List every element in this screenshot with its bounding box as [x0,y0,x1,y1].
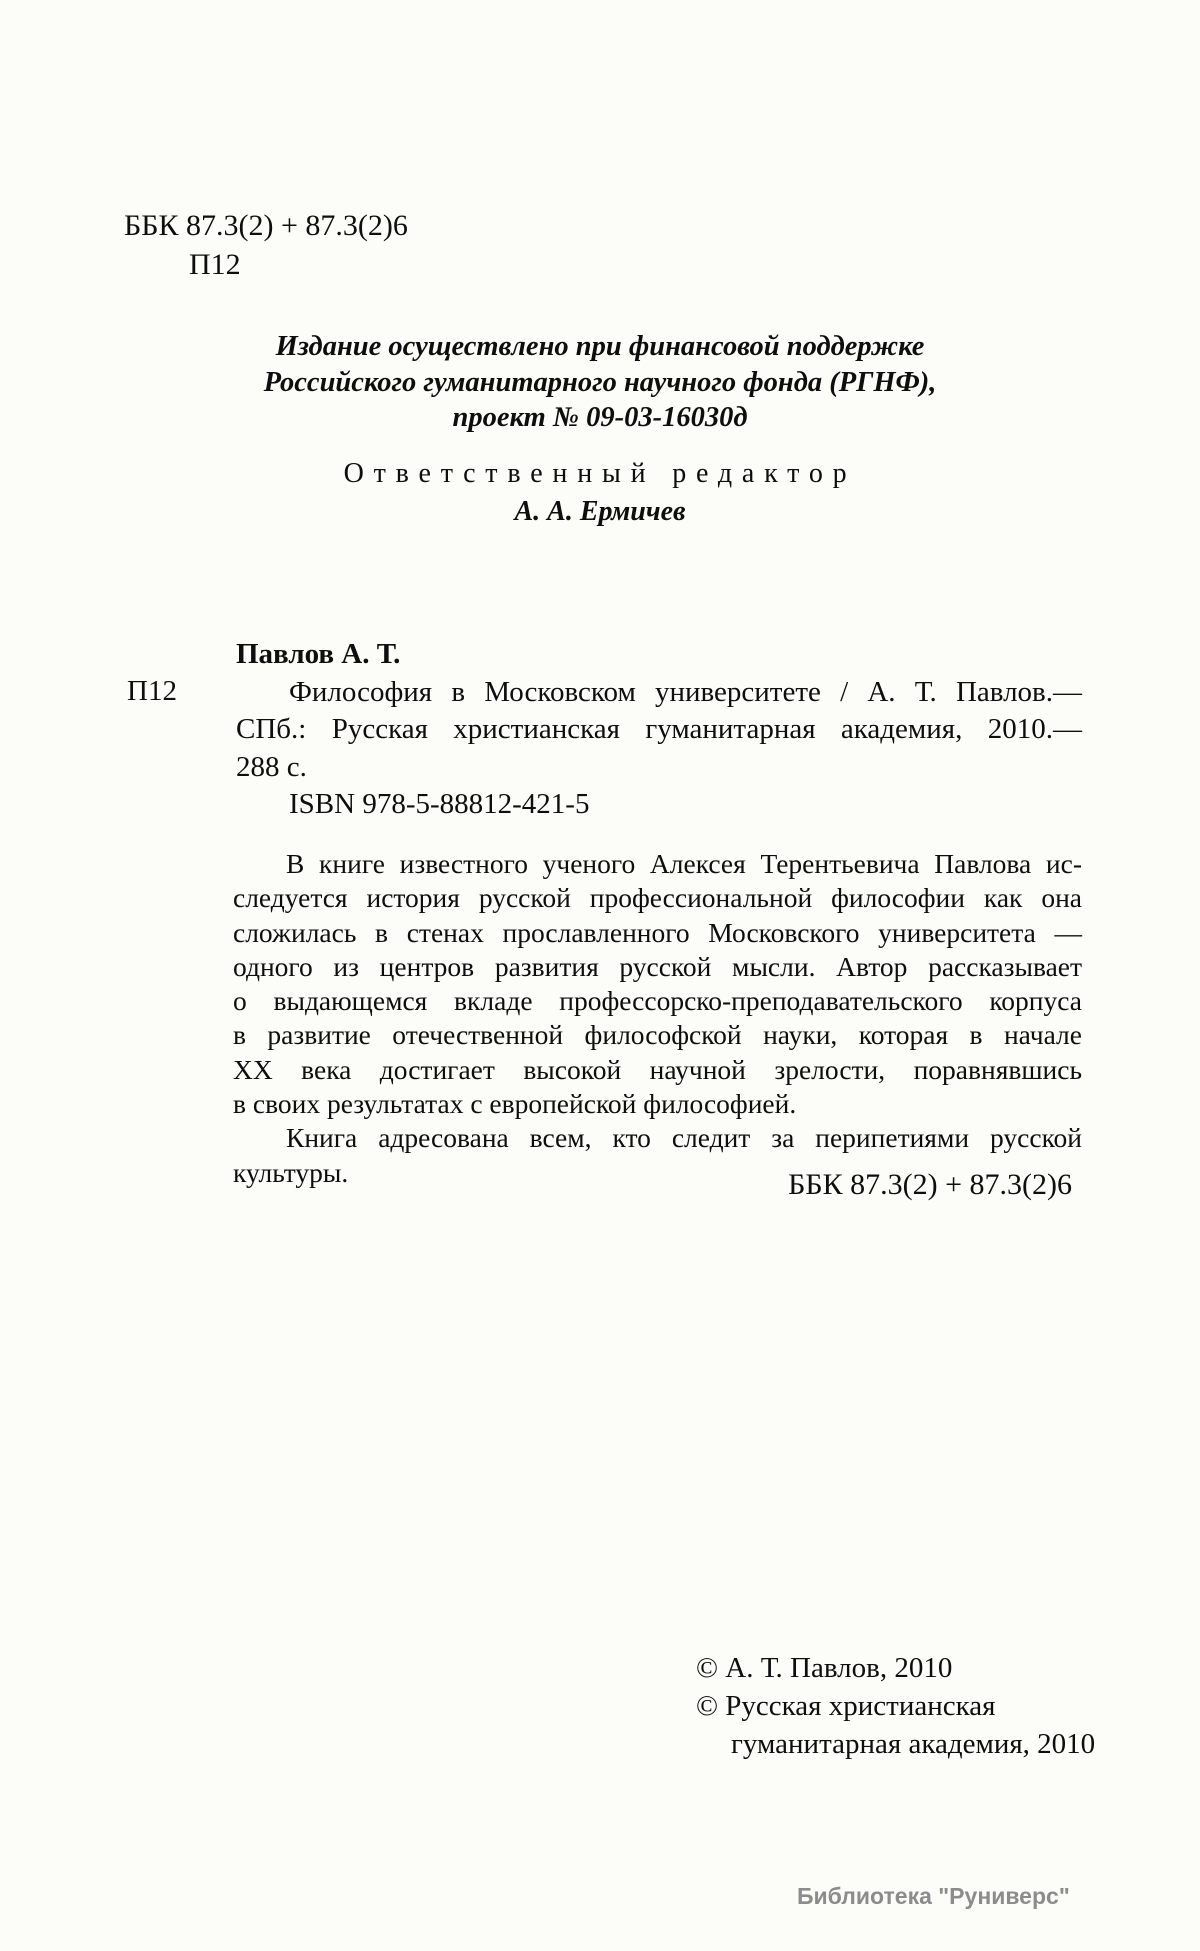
annotation-line: ХХ века достигает высокой научной зрелости, поравнявшись [233,1053,1082,1085]
funding-note-line: Издание осуществлено при финансовой поддержке [275,331,925,362]
isbn-line: ISBN 978-5-88812-421-5 [289,788,590,820]
author-sign-top: П12 [189,248,241,281]
bbk-index-top [124,206,408,284]
copyright-block [696,1649,1095,1763]
catalog-author: Павлов А. Т. [236,638,401,670]
annotation-line: в развитие отечественной философской науки, которая в начале [233,1019,1082,1051]
funding-note-line: проект № 09-03-16030д [452,402,748,433]
annotation-line: культуры. [233,1156,349,1188]
funding-note-line: Российского гуманитарного научного фонда (РГНФ), [263,366,937,398]
annotation-line: следуется история русской профессиональной философии как она [233,882,1082,914]
annotation-block [233,847,1082,1190]
annotation-line: Книга адресована всем, кто следит за перипетиями русской [286,1122,1082,1154]
bbk-index-line: ББК 87.3(2) + 87.3(2)6 [124,209,408,242]
catalog-publisher-line: СПб.: Русская христианская гуманитарная академия, 2010.— [236,713,1082,745]
copyright-publisher-line-cont: гуманитарная академия, 2010 [731,1728,1096,1760]
catalog-title-line: Философия в Московском университете / А. Т. Павлов.— [289,675,1082,708]
annotation-line: сложилась в стенах прославленного Московского университета — [233,916,1082,948]
annotation-line: В книге известного ученого Алексея Терентьевича Павлова ис- [286,848,1082,879]
catalog-entry [236,636,1082,824]
responsible-editor-label: Ответственный редактор [343,458,857,489]
author-sign-margin: П12 [127,675,177,707]
copyright-publisher-line: © Русская христианская [696,1690,996,1722]
annotation-line: одного из центров развития русской мысли. Автор рассказывает [233,950,1082,982]
responsible-editor-name: А. А. Ермичев [514,496,686,527]
bbk-index-bottom: ББК 87.3(2) + 87.3(2)6 [788,1168,1072,1201]
library-watermark: Библиотека "Руниверс" [797,1883,1070,1909]
catalog-pages-line: 288 с. [236,750,307,783]
annotation-line: в своих результатах с европейской философией. [233,1088,797,1120]
copyright-author-line: © А. Т. Павлов, 2010 [696,1652,953,1684]
funding-note [0,329,1200,436]
annotation-line: о выдающемся вкладе профессорско-преподавательского корпуса [233,985,1082,1017]
